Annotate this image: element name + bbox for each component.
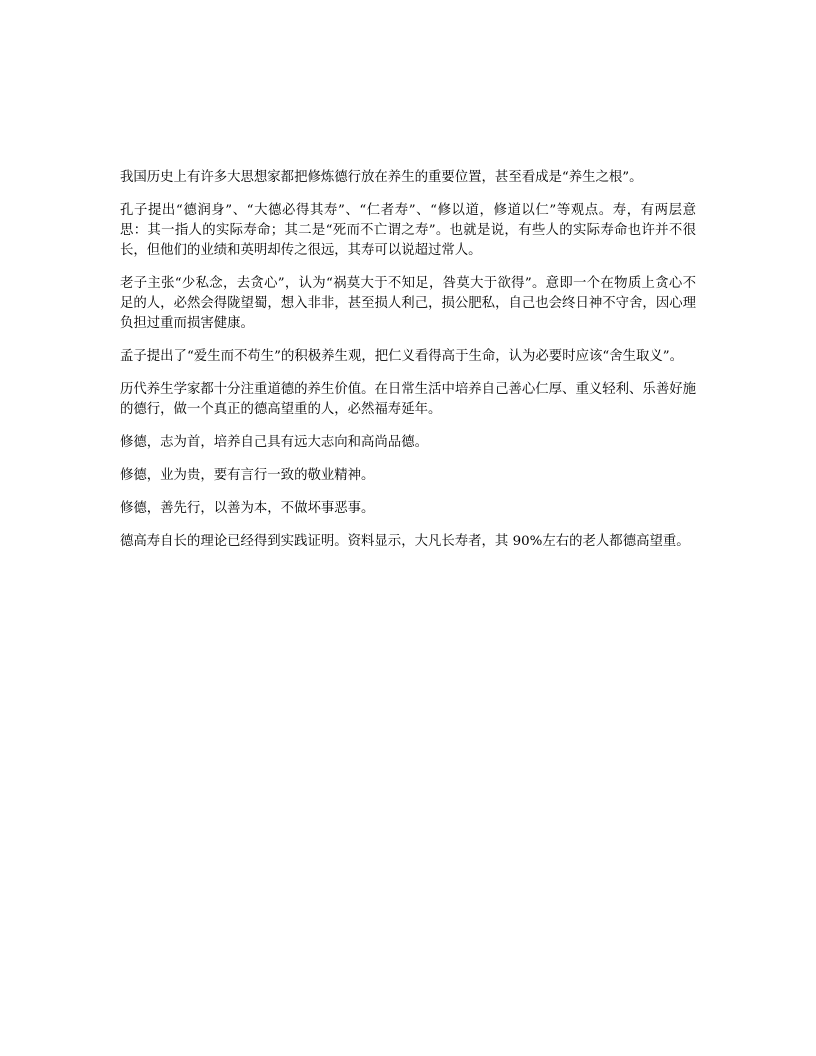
paragraph-mencius: 孟子提出了“爱生而不苟生”的积极养生观，把仁义看得高于生命，认为必要时应该“舍生取义”。 xyxy=(120,349,684,364)
paragraph-virtue-ambition: 修德，志为首，培养自己具有远大志向和高尚品德。 xyxy=(120,435,428,450)
paragraph-intro: 我国历史上有许多大思想家都把修炼德行放在养生的重要位置，甚至看成是“养生之根”。 xyxy=(120,170,643,185)
document-body xyxy=(120,168,696,565)
paragraph-confucius: 孔子提出“德润身”、“大德必得其寿”、“仁者寿”、“修以道，修道以仁”等观点。寿，有两层意思：其一指人的实际寿命；其二是“死而不亡谓之寿”。也就是说，有些人的实际寿命也许并不很长，但他们的业绩和英明却传之很远，其寿可以说超过常人。 xyxy=(120,203,696,258)
paragraph-health-scholars: 历代养生学家都十分注重道德的养生价值。在日常生活中培养自己善心仁厚、重义轻利、乐善好施的德行，做一个真正的德高望重的人，必然福寿延年。 xyxy=(120,382,696,417)
paragraph-conclusion: 德高寿自长的理论已经得到实践证明。资料显示，大凡长寿者，其 90%左右的老人都德高望重。 xyxy=(120,534,690,549)
paragraph-laozi: 老子主张“少私念，去贪心”，认为“祸莫大于不知足，咎莫大于欲得”。意即一个在物质上贪心不足的人，必然会得陇望蜀，想入非非，甚至损人利己，损公肥私，自己也会终日神不守舍，因心理负担过重而损害健康。 xyxy=(120,276,696,331)
paragraph-virtue-kindness: 修德，善先行，以善为本，不做坏事恶事。 xyxy=(120,501,375,516)
paragraph-virtue-career: 修德，业为贵，要有言行一致的敬业精神。 xyxy=(120,468,375,483)
